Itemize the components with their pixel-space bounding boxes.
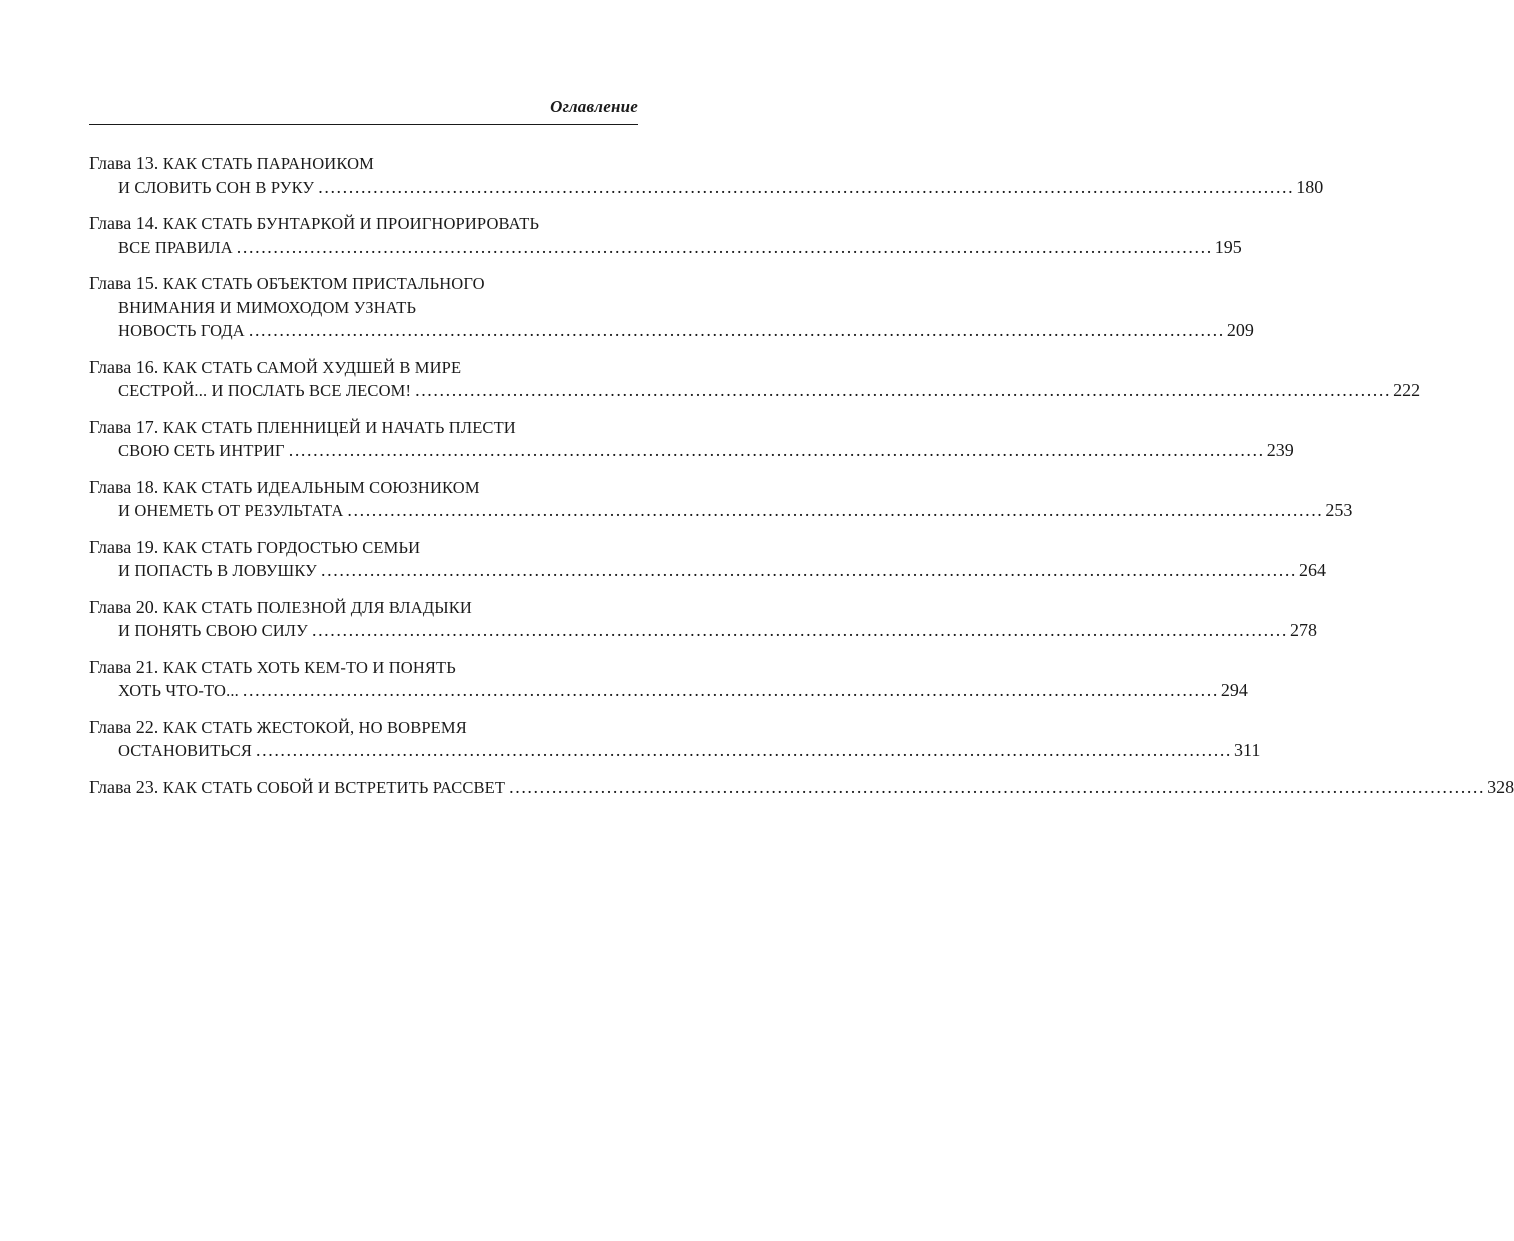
toc-entry <box>89 536 1327 583</box>
running-head-title: Оглавление <box>550 97 638 116</box>
toc-entry-line <box>89 716 638 740</box>
chapter-title-line: КАК СТАТЬ ПЛЕННИЦЕЙ И НАЧАТЬ ПЛЕСТИ <box>162 417 516 437</box>
chapter-label: Глава 16. <box>89 356 159 377</box>
toc-entry-leader-line <box>89 439 1294 463</box>
chapter-title-last-line <box>118 379 411 403</box>
dot-leader: ................................................................................................................................................................ <box>248 320 1225 340</box>
chapter-title-line: КАК СТАТЬ САМОЙ ХУДШЕЙ В МИРЕ <box>162 357 462 377</box>
chapter-title-line: КАК СТАТЬ ЖЕСТОКОЙ, НО ВОВРЕМЯ <box>162 717 467 737</box>
toc-entry-line <box>89 152 638 176</box>
toc-entry-line <box>89 596 638 620</box>
chapter-title-text: ХОТЬ ЧТО-ТО... <box>118 681 239 700</box>
chapter-title-text: ВСЕ ПРАВИЛА <box>118 237 233 257</box>
toc-entry <box>89 656 1248 703</box>
chapter-title-text: И ПОПАСТЬ В ЛОВУШКУ <box>118 561 318 580</box>
toc-entry-line <box>89 656 638 680</box>
toc-entry-leader-line <box>89 236 1242 260</box>
chapter-title-text: И ОНЕМЕТЬ ОТ РЕЗУЛЬТАТА <box>118 501 344 520</box>
toc-entry <box>89 416 1294 463</box>
chapter-title-text: ОСТАНОВИТЬСЯ <box>118 741 253 760</box>
toc-entry-line <box>89 536 638 560</box>
toc-entry-leader-line <box>89 379 1421 403</box>
page-number: 222 <box>1393 380 1421 400</box>
toc-entry-leader-line <box>89 619 1317 643</box>
page-number: 180 <box>1296 176 1324 197</box>
toc-entry-line <box>89 212 638 236</box>
toc-entry <box>89 476 1353 523</box>
toc-entry <box>89 212 1242 259</box>
chapter-label: Глава 19. <box>89 536 159 557</box>
dot-leader: ................................................................................................................................................................ <box>321 560 1298 580</box>
toc-entry-leader-line <box>89 679 1248 703</box>
chapter-title-last-line <box>118 619 308 643</box>
toc-entry <box>89 272 1254 343</box>
toc-entry-line <box>89 296 638 320</box>
page-header <box>89 96 638 125</box>
chapter-label: Глава 13. <box>89 153 159 173</box>
dot-leader: ................................................................................................................................................................ <box>318 176 1295 197</box>
toc-entry-leader-line <box>89 176 1324 200</box>
page-number: 195 <box>1214 236 1242 257</box>
toc-entry-line <box>89 476 638 500</box>
toc-entry-line <box>89 356 638 380</box>
page-number: 294 <box>1220 680 1248 700</box>
chapter-title-text: СЕСТРОЙ... И ПОСЛАТЬ ВСЕ ЛЕСОМ! <box>118 381 412 400</box>
chapter-title-text: КАК СТАТЬ СОБОЙ И ВСТРЕТИТЬ РАССВЕТ <box>162 777 506 797</box>
chapter-label: Глава 21. <box>89 656 159 677</box>
toc-entry <box>89 776 1514 800</box>
dot-leader: ................................................................................................................................................................ <box>236 236 1213 257</box>
toc-entry <box>89 152 1324 199</box>
chapter-title-last-line <box>118 499 343 523</box>
chapter-title-line: КАК СТАТЬ ГОРДОСТЬЮ СЕМЬИ <box>162 537 421 557</box>
page-number: 239 <box>1266 440 1294 460</box>
toc-entry-line <box>89 272 638 296</box>
dot-leader: ................................................................................................................................................................ <box>242 680 1219 700</box>
dot-leader: ................................................................................................................................................................ <box>509 776 1486 797</box>
chapter-title-text: СВОЮ СЕТЬ ИНТРИГ <box>118 441 285 460</box>
chapter-title-line: КАК СТАТЬ ПАРАНОИКОМ <box>162 154 374 173</box>
toc-entry <box>89 356 1421 403</box>
toc-entry-leader-line <box>89 559 1327 583</box>
chapter-label: Глава 17. <box>89 416 159 437</box>
chapter-title-last-line <box>118 439 285 463</box>
toc-entry-leader-line <box>89 739 1261 763</box>
page-number: 253 <box>1325 500 1353 520</box>
toc-entry-leader-line <box>89 319 1254 343</box>
dot-leader: ................................................................................................................................................................ <box>311 620 1288 640</box>
chapter-title-last-line <box>118 319 245 343</box>
dot-leader: ................................................................................................................................................................ <box>347 500 1324 520</box>
toc-entry-leader-line <box>89 776 1514 800</box>
page-number: 311 <box>1234 740 1261 760</box>
chapter-title-last-line <box>118 739 252 763</box>
page-number: 278 <box>1289 620 1317 640</box>
toc-entry-leader-line <box>89 499 1353 523</box>
chapter-label: Глава 23. <box>89 776 159 797</box>
chapter-title-line: КАК СТАТЬ ПОЛЕЗНОЙ ДЛЯ ВЛАДЫКИ <box>162 597 472 617</box>
chapter-label: Глава 20. <box>89 596 159 617</box>
dot-leader: ................................................................................................................................................................ <box>288 440 1265 460</box>
chapter-label: Глава 22. <box>89 716 159 737</box>
dot-leader: ................................................................................................................................................................ <box>415 380 1392 400</box>
chapter-title-line: КАК СТАТЬ БУНТАРКОЙ И ПРОИГНОРИРОВАТЬ <box>162 214 540 233</box>
page-number: 264 <box>1299 560 1327 580</box>
dot-leader: ................................................................................................................................................................ <box>256 740 1233 760</box>
chapter-title-text: НОВОСТЬ ГОДА <box>118 321 245 340</box>
toc-entry-line <box>89 416 638 440</box>
table-of-contents <box>89 152 1514 812</box>
chapter-title-line: ВНИМАНИЯ И МИМОХОДОМ УЗНАТЬ <box>118 297 417 317</box>
page-number: 209 <box>1226 320 1254 340</box>
chapter-title-line: КАК СТАТЬ ИДЕАЛЬНЫМ СОЮЗНИКОМ <box>162 477 480 497</box>
chapter-title-line: КАК СТАТЬ ОБЪЕКТОМ ПРИСТАЛЬНОГО <box>162 274 485 293</box>
chapter-title-last-line <box>118 236 233 260</box>
chapter-title-text: И ПОНЯТЬ СВОЮ СИЛУ <box>118 621 308 640</box>
chapter-title-line: КАК СТАТЬ ХОТЬ КЕМ-ТО И ПОНЯТЬ <box>162 657 456 677</box>
chapter-title-last-line <box>89 776 505 800</box>
chapter-label: Глава 15. <box>89 273 159 293</box>
page-number: 328 <box>1487 776 1514 797</box>
chapter-title-last-line <box>118 559 317 583</box>
toc-entry <box>89 596 1317 643</box>
chapter-title-last-line <box>118 176 314 200</box>
toc-entry <box>89 716 1261 763</box>
chapter-label: Глава 18. <box>89 476 159 497</box>
chapter-label: Глава 14. <box>89 213 159 233</box>
chapter-title-text: И СЛОВИТЬ СОН В РУКУ <box>118 177 315 197</box>
chapter-title-last-line <box>118 679 239 703</box>
